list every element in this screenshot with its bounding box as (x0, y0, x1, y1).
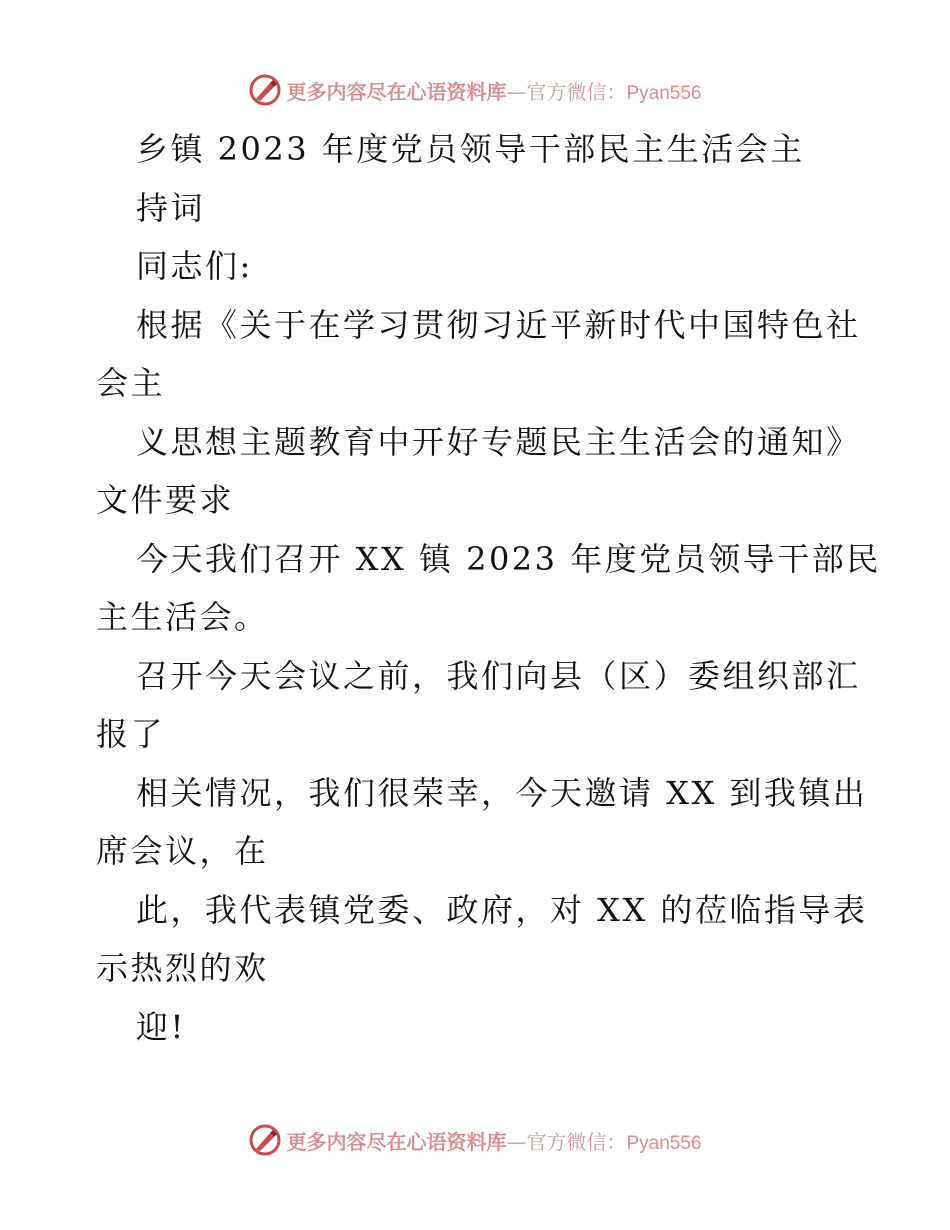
doc-line: 乡镇 2023 年度党员领导干部民主生活会主 (136, 130, 805, 168)
doc-line: 义思想主题教育中开好专题民主生活会的通知》 (136, 422, 861, 461)
doc-line: 主生活会。 (96, 598, 269, 636)
doc-line: 示热烈的欢 (96, 949, 269, 987)
doc-line: 报了 (96, 715, 166, 753)
pen-logo-icon (248, 1123, 282, 1157)
doc-line: 文件要求 (96, 481, 235, 519)
header-watermark (0, 70, 950, 110)
doc-line: 今天我们召开 XX 镇 2023 年度党员领导干部民 (136, 539, 881, 578)
watermark-text: 更多内容尽在心语资料库—官方微信：Pyan556 (286, 79, 702, 104)
doc-line: 召开今天会议之前，我们向县（区）委组织部汇 (136, 656, 861, 695)
footer-watermark (0, 1120, 950, 1160)
pen-logo-icon (248, 73, 282, 107)
doc-line: 会主 (96, 364, 166, 402)
doc-line: 根据《关于在学习贯彻习近平新时代中国特色社 (136, 305, 861, 344)
doc-line: 此，我代表镇党委、政府，对 XX 的莅临指导表 (136, 890, 868, 929)
doc-line: 同志们: (136, 247, 253, 285)
doc-line: 相关情况，我们很荣幸，今天邀请 XX 到我镇出 (136, 773, 868, 812)
doc-line: 席会议，在 (96, 832, 269, 870)
doc-line: 持词 (136, 188, 206, 227)
document-body (96, 120, 881, 1056)
doc-line: 迎! (136, 1007, 186, 1046)
watermark-text: 更多内容尽在心语资料库—官方微信：Pyan556 (286, 1129, 702, 1154)
